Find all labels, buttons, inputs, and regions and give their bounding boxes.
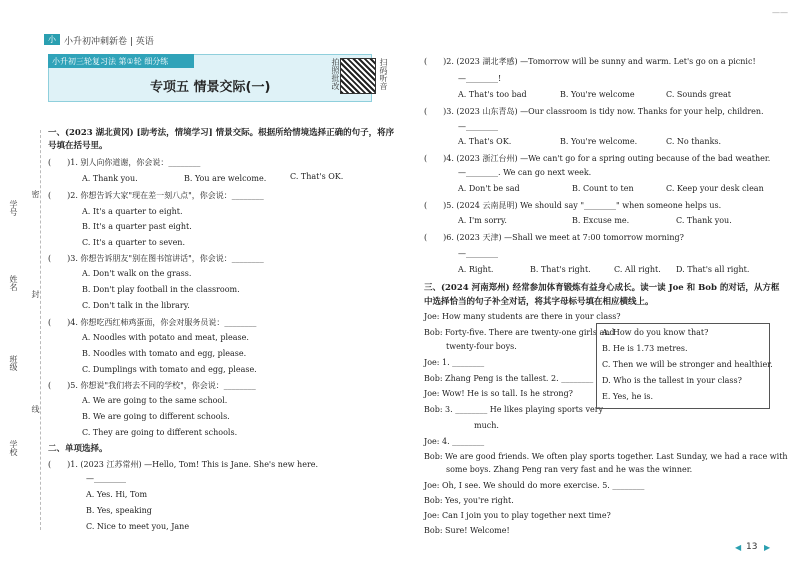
q3-opt-b: B. Don't play football in the classroom. bbox=[82, 285, 240, 294]
q3-opt-a: A. Don't walk on the grass. bbox=[82, 269, 192, 278]
r2-blank: —________! bbox=[458, 74, 502, 83]
q4-opt-b: B. Noodles with tomato and egg, please. bbox=[82, 349, 247, 358]
r4-stem: ( )4. (2023 浙江台州) —We can't go for a spring outing because of the bad weather. bbox=[424, 154, 771, 163]
q5-stem: ( )5. 你想说"我们将去不同的学校"，你会说：________ bbox=[48, 381, 256, 390]
q2-stem: ( )2. 你想告诉大家"现在差一刻八点"，你会说：________ bbox=[48, 191, 264, 200]
r5-opt-a: A. I'm sorry. bbox=[458, 216, 507, 225]
margin-label-class: 班级 bbox=[9, 355, 18, 371]
margin-label-id: 学号 bbox=[9, 200, 18, 216]
q5-opt-b: B. We are going to different schools. bbox=[82, 412, 230, 421]
q3-opt-c: C. Don't talk in the library. bbox=[82, 301, 190, 310]
section1-heading: 一、(2023 湖北黄冈) [助考法，情境学习] 情景交际。根据所给情境选择正确的句子，将序 bbox=[48, 128, 395, 138]
corner-mark: —— bbox=[772, 8, 788, 17]
r2-opt-b: B. You're welcome bbox=[560, 90, 635, 99]
dialog-line-3: twenty-four boys. bbox=[446, 342, 517, 351]
review-tag: 小升初三轮复习法 第①轮 细分练 bbox=[48, 54, 194, 68]
series-title: 小升初冲刺新卷 | 英语 bbox=[64, 37, 154, 47]
q2-opt-a: A. It's a quarter to eight. bbox=[82, 207, 183, 216]
dialog-line-11: some boys. Zhang Peng ran very fast and he was the winner. bbox=[446, 465, 693, 474]
r2-opt-c: C. Sounds great bbox=[666, 90, 731, 99]
option-b: B. He is 1.73 metres. bbox=[602, 344, 688, 353]
r6-opt-a: A. Right. bbox=[458, 265, 494, 274]
s2q1-blank: —________ bbox=[86, 474, 126, 483]
q3-stem: ( )3. 你想告诉朋友"别在图书馆讲话"，你会说：________ bbox=[48, 254, 264, 263]
option-a: A. How do you know that? bbox=[602, 328, 709, 337]
s2q1-opt-b: B. Yes, speaking bbox=[86, 506, 152, 515]
option-e: E. Yes, he is. bbox=[602, 392, 654, 401]
r4-opt-b: B. Count to ten bbox=[572, 184, 634, 193]
r6-opt-b: B. That's right. bbox=[530, 265, 591, 274]
prev-arrow-icon[interactable]: ◀ bbox=[735, 543, 742, 552]
r5-opt-b: B. Excuse me. bbox=[572, 216, 630, 225]
qr-code-icon[interactable] bbox=[340, 58, 376, 94]
unit-title: 专项五 情景交际(一) bbox=[150, 80, 271, 95]
seal-mark-1: 密 bbox=[31, 190, 40, 198]
dialog-line-13: Bob: Yes, you're right. bbox=[424, 496, 514, 505]
r6-opt-c: C. All right. bbox=[614, 265, 661, 274]
r4-opt-c: C. Keep your desk clean bbox=[666, 184, 764, 193]
r3-opt-c: C. No thanks. bbox=[666, 137, 722, 146]
q5-opt-c: C. They are going to different schools. bbox=[82, 428, 238, 437]
margin-label-name: 姓名 bbox=[9, 275, 18, 291]
dialog-line-7: Bob: 3. ________ He likes playing sports very bbox=[424, 405, 604, 414]
section2-heading: 二、单项选择。 bbox=[48, 444, 108, 454]
r4-opt-a: A. Don't be sad bbox=[458, 184, 520, 193]
q1-stem: ( )1. 别人向你道谢，你会说：________ bbox=[48, 158, 201, 167]
page-number: 13 bbox=[746, 542, 758, 552]
dialog-line-4: Joe: 1. ________ bbox=[424, 358, 485, 367]
option-c: C. Then we will be stronger and healthier. bbox=[602, 360, 773, 369]
section3-heading: 三、(2024 河南郑州) 经常参加体育锻炼有益身心成长。读一读 Joe 和 Bob 的对话，从方框 bbox=[424, 283, 780, 293]
q2-opt-b: B. It's a quarter past eight. bbox=[82, 222, 192, 231]
dialog-line-5: Bob: Zhang Peng is the tallest. 2. ________ bbox=[424, 374, 594, 383]
r4-blank: —________. We can go next week. bbox=[458, 168, 592, 177]
r6-stem: ( )6. (2023 天津) —Shall we meet at 7:00 tomorrow morning? bbox=[424, 233, 684, 242]
s2q1-opt-a: A. Yes. Hi, Tom bbox=[86, 490, 148, 499]
r3-stem: ( )3. (2023 山东青岛) —Our classroom is tidy now. Thanks for your help, children. bbox=[424, 107, 764, 116]
s2q1-opt-c: C. Nice to meet you, Jane bbox=[86, 522, 190, 531]
dialog-line-14: Joe: Can I join you to play together next time? bbox=[424, 511, 611, 520]
dialog-line-9: Joe: 4. ________ bbox=[424, 437, 485, 446]
q4-opt-a: A. Noodles with potato and meat, please. bbox=[82, 333, 249, 342]
r2-stem: ( )2. (2023 湖北孝感) —Tomorrow will be sunny and warm. Let's go on a picnic! bbox=[424, 57, 756, 66]
r3-opt-a: A. That's OK. bbox=[458, 137, 512, 146]
q1-opt-b: B. You are welcome. bbox=[184, 174, 267, 183]
r5-opt-c: C. Thank you. bbox=[676, 216, 732, 225]
dialog-line-12: Joe: Oh, I see. We should do more exercise. 5. ________ bbox=[424, 481, 645, 490]
dialog-line-15: Bob: Sure! Welcome! bbox=[424, 526, 510, 535]
r6-opt-d: D. That's all right. bbox=[676, 265, 750, 274]
q5-opt-a: A. We are going to the same school. bbox=[82, 396, 228, 405]
r3-opt-b: B. You're welcome. bbox=[560, 137, 638, 146]
dialog-line-2: Bob: Forty-five. There are twenty-one girls and bbox=[424, 328, 615, 337]
option-d: D. Who is the tallest in your class? bbox=[602, 376, 742, 385]
q1-opt-c: C. That's OK. bbox=[290, 172, 344, 181]
series-badge: 小 bbox=[44, 34, 60, 45]
seal-mark-3: 线 bbox=[31, 405, 40, 413]
dialog-line-1: Joe: How many students are there in your class? bbox=[424, 312, 621, 321]
dialog-line-10: Bob: We are good friends. We often play sports together. Last Sunday, we had a race with bbox=[424, 452, 788, 461]
r6-blank: —________ bbox=[458, 249, 498, 258]
section3-heading-cont: 中选择恰当的句子补全对话，将其字母标号填在相应横线上。 bbox=[424, 297, 654, 307]
scan-label: 扫码听音 bbox=[379, 58, 388, 90]
q1-opt-a: A. Thank you. bbox=[82, 174, 138, 183]
q2-opt-c: C. It's a quarter to seven. bbox=[82, 238, 186, 247]
section1-heading-cont: 号填在括号里。 bbox=[48, 141, 108, 151]
r3-blank: —________ bbox=[458, 122, 498, 131]
r5-stem: ( )5. (2024 云南昆明) We should say "________" when someone helps us. bbox=[424, 201, 722, 210]
r2-opt-a: A. That's too bad bbox=[458, 90, 527, 99]
scan-label-2: 拍照批改 bbox=[331, 58, 340, 90]
q4-opt-c: C. Dumplings with tomato and egg, please. bbox=[82, 365, 257, 374]
q4-stem: ( )4. 你想吃西红柿鸡蛋面，你会对服务员说：________ bbox=[48, 318, 257, 327]
s2q1-stem: ( )1. (2023 江苏常州) —Hello, Tom! This is Jane. She's new here. bbox=[48, 460, 319, 469]
dialog-line-6: Joe: Wow! He is so tall. Is he strong? bbox=[424, 389, 573, 398]
next-arrow-icon[interactable]: ▶ bbox=[764, 543, 771, 552]
seal-mark-2: 封 bbox=[31, 290, 40, 298]
margin-label-school: 学校 bbox=[9, 440, 18, 456]
dialog-line-8: much. bbox=[474, 421, 499, 430]
